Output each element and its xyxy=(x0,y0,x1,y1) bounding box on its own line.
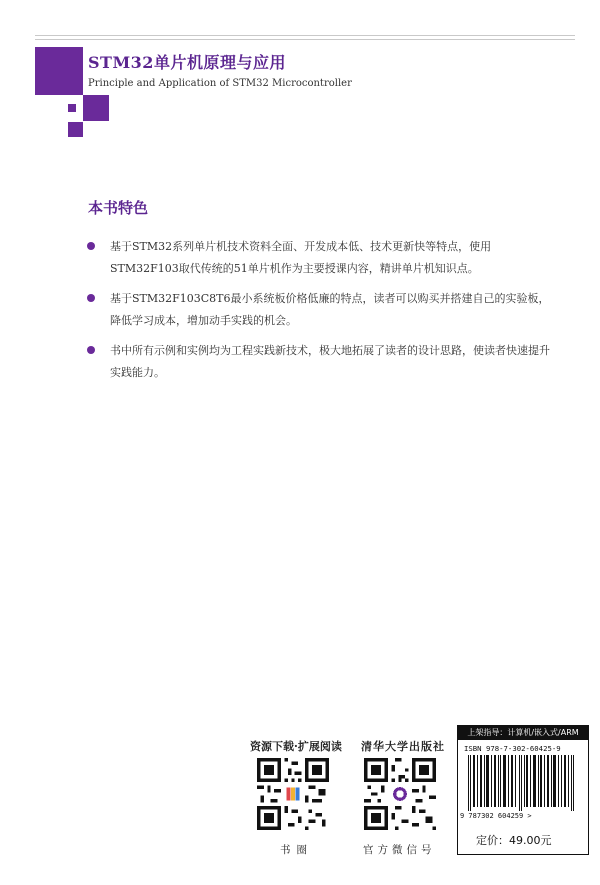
logo-square-bottom xyxy=(68,122,83,137)
category-label: 上架指导：计算机/嵌入式/ARM xyxy=(458,726,588,740)
qr-right-caption: 官方微信号 xyxy=(363,844,436,856)
qr-code-right xyxy=(364,758,436,830)
qr-right-title: 清华大学出版社 xyxy=(361,740,445,753)
feature-text: 书中所有示例和实例均为工程实践新技术，极大地拓展了读者的设计思路，使读者快速提升实践能力。 xyxy=(110,344,550,379)
logo-square-large xyxy=(35,47,83,95)
logo-square-small xyxy=(68,104,76,112)
feature-item xyxy=(96,288,556,332)
feature-item xyxy=(96,236,556,280)
qr-code-left xyxy=(257,758,329,830)
feature-text: 基于STM32系列单片机技术资料全面、开发成本低、技术更新快等特点，使用STM32F103取代传统的51单片机作为主要授课内容，精讲单片机知识点。 xyxy=(110,240,492,275)
bullet-icon xyxy=(87,242,95,250)
features-heading: 本书特色 xyxy=(88,199,149,217)
isbn-number: ISBN 978-7-302-60425-9 xyxy=(464,744,561,753)
barcode-digits: 9 787302 604259 > xyxy=(460,812,532,820)
price-label: 定价：49.00元 xyxy=(476,834,552,847)
qr-left-caption: 书圈 xyxy=(280,844,313,856)
bullet-icon xyxy=(87,294,95,302)
logo-square-medium xyxy=(83,95,109,121)
barcode-block xyxy=(457,725,589,855)
bullet-icon xyxy=(87,346,95,354)
book-title-zh: STM32单片机原理与应用 xyxy=(88,53,286,72)
barcode-bars xyxy=(464,755,582,811)
feature-item xyxy=(96,340,556,384)
top-rule-1 xyxy=(35,35,575,36)
qr-left-title: 资源下载·扩展阅读 xyxy=(250,740,342,753)
top-rule-2 xyxy=(35,39,575,40)
book-title-en: Principle and Application of STM32 Microcontroller xyxy=(88,78,352,89)
feature-text: 基于STM32F103C8T6最小系统板价格低廉的特点，读者可以购买并搭建自己的实验板，降低学习成本，增加动手实践的机会。 xyxy=(110,292,550,327)
